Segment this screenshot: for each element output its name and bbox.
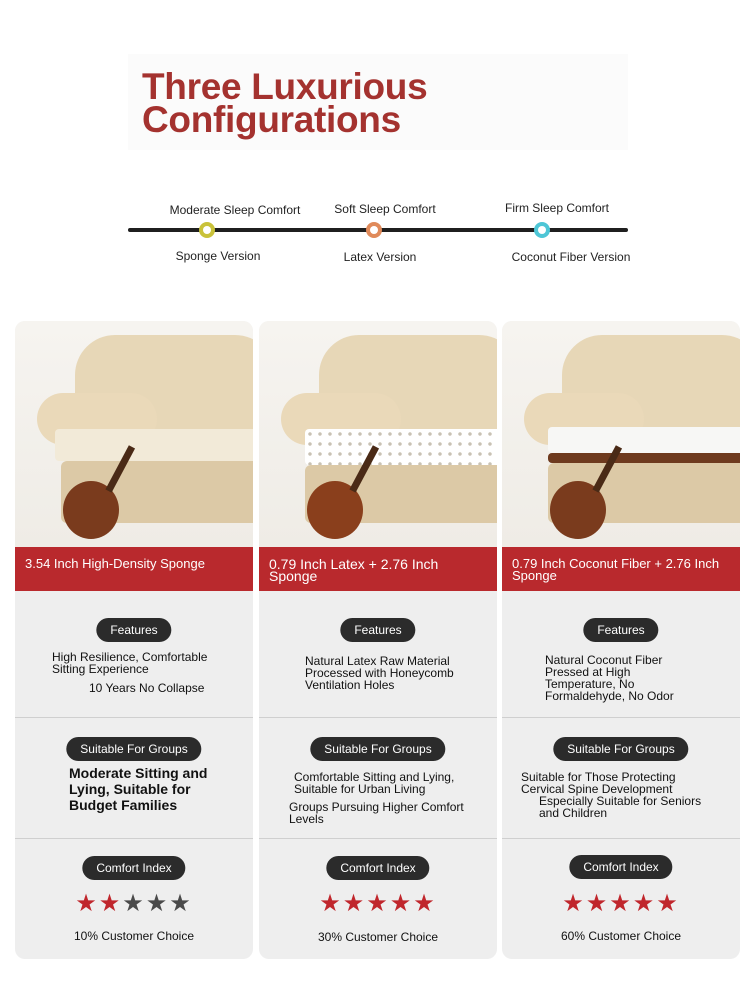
star-icon: ★	[413, 890, 437, 917]
config-card-latex	[259, 321, 497, 959]
features-pill: Features	[96, 618, 171, 642]
config-card-sponge	[15, 321, 253, 959]
star-icon: ★	[75, 890, 99, 917]
star-icon: ★	[145, 890, 170, 917]
star-icon: ★	[98, 890, 123, 917]
timeline-comfort-label: Soft Sleep Comfort	[334, 202, 436, 216]
star-icon: ★	[366, 890, 390, 917]
section-divider	[502, 838, 740, 839]
comfort-stars	[15, 889, 253, 918]
coconut-fiber-layer	[548, 453, 740, 463]
groups-pill: Suitable For Groups	[66, 737, 201, 761]
comfort-stars	[259, 889, 497, 918]
customer-choice: 10% Customer Choice	[73, 929, 195, 943]
features-pill: Features	[583, 618, 658, 642]
sofa-product-image	[15, 321, 253, 547]
feature-text: High Resilience, Comfortable Sitting Experience	[52, 650, 208, 676]
sofa-product-image	[502, 321, 740, 547]
groups-text: Moderate Sitting and Lying, Suitable for Budget Families	[69, 765, 208, 813]
groups-pill: Suitable For Groups	[310, 737, 445, 761]
mattress-top-layer	[548, 427, 740, 453]
groups-text: Comfortable Sitting and Lying, Suitable for Urban Living	[294, 770, 455, 796]
customer-choice: 60% Customer Choice	[560, 929, 682, 943]
star-icon: ★	[562, 890, 586, 917]
star-icon: ★	[609, 890, 633, 917]
latex-mattress-layer	[305, 429, 497, 465]
section-divider	[259, 717, 497, 718]
material-banner: 0.79 Inch Latex + 2.76 Inch Sponge	[259, 547, 497, 591]
star-icon: ★	[342, 890, 367, 917]
material-banner: 3.54 Inch High-Density Sponge	[15, 547, 253, 591]
feature-text: Natural Coconut Fiber Pressed at High Temperature, No Formaldehyde, No Odor	[545, 653, 674, 703]
section-divider	[502, 717, 740, 718]
timeline-version-label: Latex Version	[343, 250, 417, 264]
timeline-marker	[199, 222, 215, 238]
timeline-version-label: Sponge Version	[175, 249, 261, 263]
timeline-comfort-label: Firm Sleep Comfort	[504, 201, 610, 215]
comfort-pill: Comfort Index	[82, 856, 185, 880]
groups-text: Especially Suitable for Seniors and Children	[539, 794, 702, 820]
star-icon: ★	[389, 890, 414, 917]
sofa-product-image	[259, 321, 497, 547]
material-banner: 0.79 Inch Coconut Fiber + 2.76 Inch Sponge	[502, 547, 740, 591]
timeline-version-label: Coconut Fiber Version	[511, 250, 631, 264]
star-icon: ★	[169, 890, 193, 917]
star-icon: ★	[319, 890, 343, 917]
customer-choice: 30% Customer Choice	[317, 930, 439, 944]
star-icon: ★	[585, 890, 610, 917]
mattress-layer	[55, 429, 253, 461]
star-icon: ★	[632, 890, 657, 917]
page-title	[142, 66, 428, 140]
timeline-comfort-label: Moderate Sleep Comfort	[169, 203, 301, 217]
timeline-marker	[534, 222, 550, 238]
config-card-coconut	[502, 321, 740, 959]
section-divider	[259, 838, 497, 839]
star-icon: ★	[122, 890, 146, 917]
section-divider	[15, 838, 253, 839]
title-line-1: Three Luxurious	[142, 66, 428, 107]
timeline-marker	[366, 222, 382, 238]
groups-pill: Suitable For Groups	[553, 737, 688, 761]
star-icon: ★	[656, 890, 680, 917]
groups-text: Suitable for Those Protecting Cervical Spine Development	[521, 770, 676, 796]
comfort-stars	[502, 889, 740, 918]
groups-text: Groups Pursuing Higher Comfort Levels	[289, 800, 464, 826]
features-pill: Features	[340, 618, 415, 642]
title-line-2: Configurations	[142, 99, 401, 140]
comfort-pill: Comfort Index	[326, 856, 429, 880]
feature-text: Natural Latex Raw Material Processed with Honeycomb Ventilation Holes	[305, 654, 454, 692]
feature-text: 10 Years No Collapse	[89, 681, 205, 695]
section-divider	[15, 717, 253, 718]
comfort-pill: Comfort Index	[569, 855, 672, 879]
